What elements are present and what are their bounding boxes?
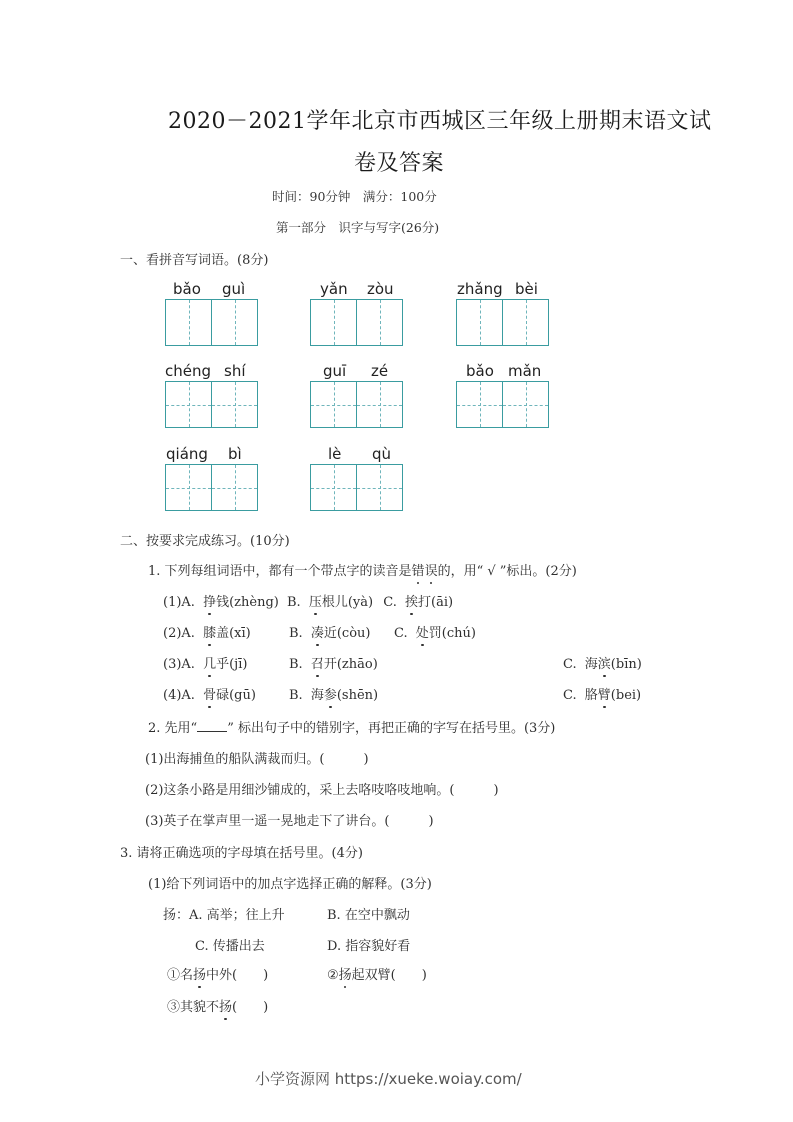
q3-word[interactable]: ③其貌不扬( ) <box>167 996 268 1015</box>
pinyin-label: guì <box>222 280 246 298</box>
dotted-char: 凑 <box>311 622 324 641</box>
pinyin-label: zé <box>371 362 389 380</box>
definition-b: B. 在空中飘动 <box>327 908 410 923</box>
section2-heading: 二、按要求完成练习。(10分) <box>120 534 290 549</box>
definition-lead: 扬：A. 高举；往上升 <box>163 908 285 923</box>
part-title: 第一部分 识字与写字(26分) <box>276 220 440 235</box>
writing-grid[interactable] <box>165 299 258 346</box>
pinyin-label: qiáng <box>166 445 208 463</box>
q1-option-c: C. 胳臂(bei) <box>563 684 641 703</box>
pinyin-label: mǎn <box>508 362 542 380</box>
q1-option-row: (3)A. 几乎(jī) <box>163 653 247 672</box>
pinyin-label: qù <box>372 445 392 463</box>
dotted-char: 参 <box>324 684 337 703</box>
dotted-char: 扬 <box>219 996 232 1015</box>
page-title-line1: 2020－2021学年北京市西城区三年级上册期末语文试 <box>168 109 712 134</box>
pinyin-label: zhǎng <box>457 280 503 298</box>
q2-item[interactable]: (2)这条小路是用细沙铺成的，采上去咯吱咯吱地响。( ) <box>145 783 499 798</box>
q1-option-row: (4)A. 骨碌(gū) <box>163 684 256 703</box>
dotted-char: 膝 <box>203 622 216 641</box>
pinyin-label: bèi <box>515 280 538 298</box>
q1-option-c: C. 处罚(chú) <box>394 622 476 641</box>
section1-heading: 一、看拼音写词语。(8分) <box>120 253 269 268</box>
dotted-char: 挨 <box>405 591 418 610</box>
dotted-char: 骨 <box>203 684 216 703</box>
underline-sample <box>197 721 227 732</box>
pinyin-label: chéng <box>165 362 212 380</box>
dotted-char: 扬 <box>339 964 352 983</box>
dotted-char: 挣 <box>203 591 216 610</box>
pinyin-label: lè <box>328 445 342 463</box>
q1-option-row: (2)A. 膝盖(xī) <box>163 622 251 641</box>
dotted-char: 压 <box>309 591 322 610</box>
q1-prompt-text: 1. 下列每组词语中，都有一个带点字的读音是 <box>148 564 412 579</box>
q3-word[interactable]: ①名扬中外( ) <box>167 964 268 983</box>
pinyin-label: bǎo <box>466 362 494 380</box>
q3-prompt: 3. 请将正确选项的字母填在括号里。(4分) <box>120 846 363 861</box>
exam-time-info: 时间：90分钟 满分：100分 <box>272 189 437 204</box>
dotted-char: 滨 <box>598 653 611 672</box>
writing-grid[interactable] <box>165 381 258 428</box>
writing-grid[interactable] <box>456 381 549 428</box>
pinyin-label: bǎo <box>173 280 201 298</box>
pinyin-label: zòu <box>367 280 394 298</box>
dotted-char: 召 <box>311 653 324 672</box>
page-title-line2: 卷及答案 <box>354 151 445 176</box>
q1-option-row: (1)A. 挣钱(zhèng) B. 压根儿(yà) C. 挨打(āi) <box>163 591 453 610</box>
dotted-char: 误 <box>425 560 438 579</box>
footer-watermark: 小学资源网 https://xueke.woiay.com/ <box>255 1070 522 1088</box>
q1-prompt <box>148 560 577 579</box>
pinyin-label: guī <box>323 362 347 380</box>
dotted-char: 错 <box>412 560 425 579</box>
pinyin-label: bì <box>228 445 242 463</box>
dotted-char: 臂 <box>598 684 611 703</box>
dotted-char: 几 <box>203 653 216 672</box>
pinyin-label: shí <box>224 362 246 380</box>
definition-c: C. 传播出去 <box>195 939 265 954</box>
q1-prompt-text: 的，用“ √ ”标出。(2分) <box>437 564 577 579</box>
q1-option-b: B. 凑近(còu) <box>289 622 370 641</box>
q3-word[interactable]: ②扬起双臂( ) <box>327 964 427 983</box>
q1-option-c: C. 海滨(bīn) <box>563 653 642 672</box>
definition-d: D. 指容貌好看 <box>327 939 411 954</box>
dotted-char: 扬 <box>193 964 206 983</box>
q2-item[interactable]: (1)出海捕鱼的船队满裁而归。( ) <box>145 752 369 767</box>
q2-prompt: 2. 先用“ ” 标出句子中的错别字，再把正确的字写在括号里。(3分) <box>148 721 556 736</box>
writing-grid[interactable] <box>310 381 403 428</box>
q3-sub1: (1)给下列词语中的加点字选择正确的解释。(3分) <box>148 877 432 892</box>
q2-item[interactable]: (3)英子在掌声里一遥一晃地走下了讲台。( ) <box>145 814 434 829</box>
writing-grid[interactable] <box>310 464 403 511</box>
q1-option-b: B. 召开(zhāo) <box>289 653 378 672</box>
q1-option-b: B. 海参(shēn) <box>289 684 378 703</box>
pinyin-label: yǎn <box>320 280 348 298</box>
writing-grid[interactable] <box>165 464 258 511</box>
writing-grid[interactable] <box>310 299 403 346</box>
dotted-char: 处 <box>416 622 429 641</box>
writing-grid[interactable] <box>456 299 549 346</box>
